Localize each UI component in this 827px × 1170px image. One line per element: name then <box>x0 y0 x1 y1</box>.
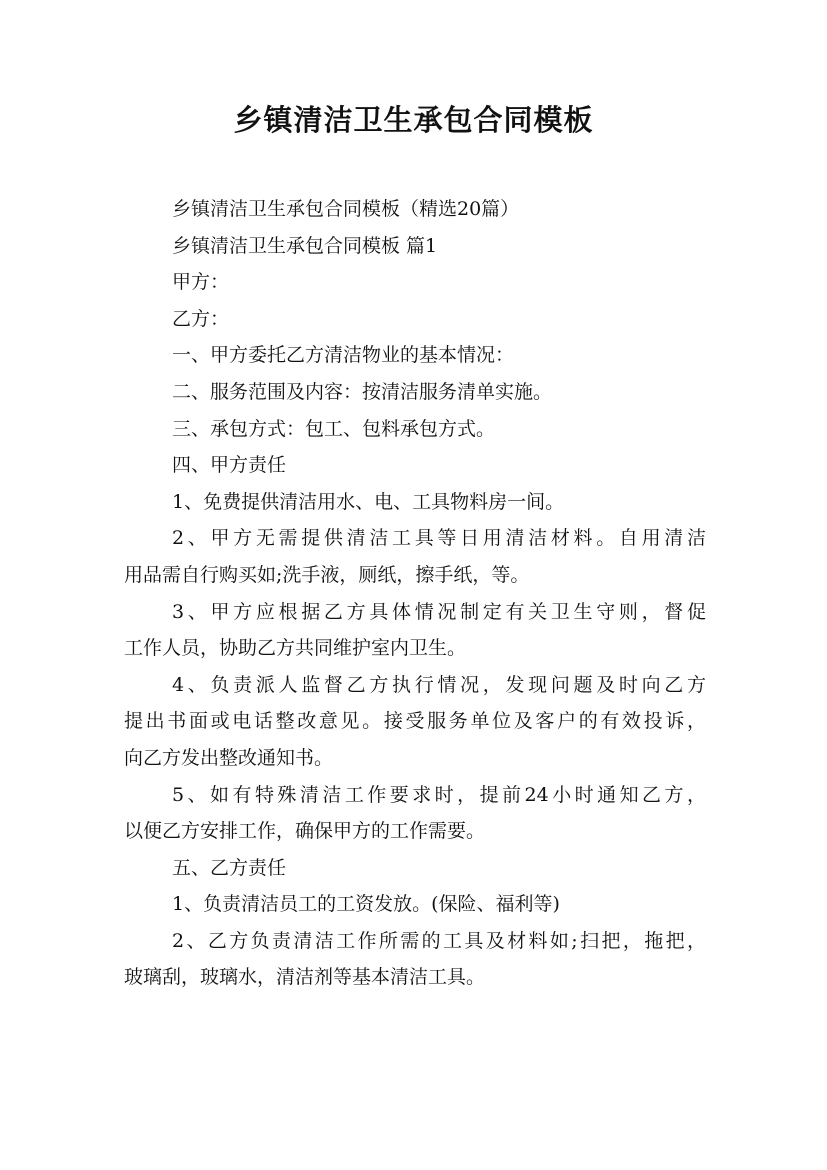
clause-4-item-4-line-2: 提出书面或电话整改意见。接受服务单位及客户的有效投诉， <box>124 710 706 733</box>
clause-3: 三、承包方式：包工、包料承包方式。 <box>172 417 496 440</box>
party-a-label: 甲方： <box>172 271 230 294</box>
clause-4-item-4-line-3: 向乙方发出整改通知书。 <box>124 746 334 769</box>
clause-2: 二、服务范围及内容：按清洁服务清单实施。 <box>172 380 553 403</box>
paragraph-section-heading: 乡镇清洁卫生承包合同模板 篇1 <box>172 234 438 257</box>
clause-4-heading: 四、甲方责任 <box>172 454 287 477</box>
party-b-label: 乙方： <box>172 307 230 330</box>
clause-4-item-3-line-2: 工作人员，协助乙方共同维护室内卫生。 <box>124 637 467 660</box>
document-title: 乡镇清洁卫生承包合同模板 <box>233 103 594 137</box>
clause-4-item-5-line-1: 5、如有特殊清洁工作要求时，提前24小时通知乙方， <box>172 783 706 806</box>
clause-4-item-3-line-1: 3、甲方应根据乙方具体情况制定有关卫生守则，督促 <box>172 600 706 623</box>
clause-5-item-2-line-2: 玻璃刮，玻璃水，清洁剂等基本清洁工具。 <box>124 966 486 989</box>
clause-5-item-2-line-1: 2、乙方负责清洁工作所需的工具及材料如;扫把，拖把， <box>172 929 706 952</box>
clause-5-item-1: 1、负责清洁员工的工资发放。(保险、福利等) <box>172 893 560 916</box>
clause-4-item-1: 1、免费提供清洁用水、电、工具物料房一间。 <box>172 490 565 513</box>
clause-5-heading: 五、乙方责任 <box>172 856 287 879</box>
clause-4-item-2-line-1: 2、甲方无需提供清洁工具等日用清洁材料。自用清洁 <box>172 527 706 550</box>
clause-4-item-4-line-1: 4、负责派人监督乙方执行情况，发现问题及时向乙方 <box>172 673 706 696</box>
paragraph-subtitle: 乡镇清洁卫生承包合同模板（精选20篇） <box>172 198 520 220</box>
document-body <box>124 191 706 996</box>
clause-4-item-2-line-2: 用品需自行购买如;洗手液，厕纸，擦手纸，等。 <box>124 563 530 586</box>
clause-1: 一、甲方委托乙方清洁物业的基本情况： <box>172 344 515 367</box>
clause-4-item-5-line-2: 以便乙方安排工作，确保甲方的工作需要。 <box>124 820 486 843</box>
